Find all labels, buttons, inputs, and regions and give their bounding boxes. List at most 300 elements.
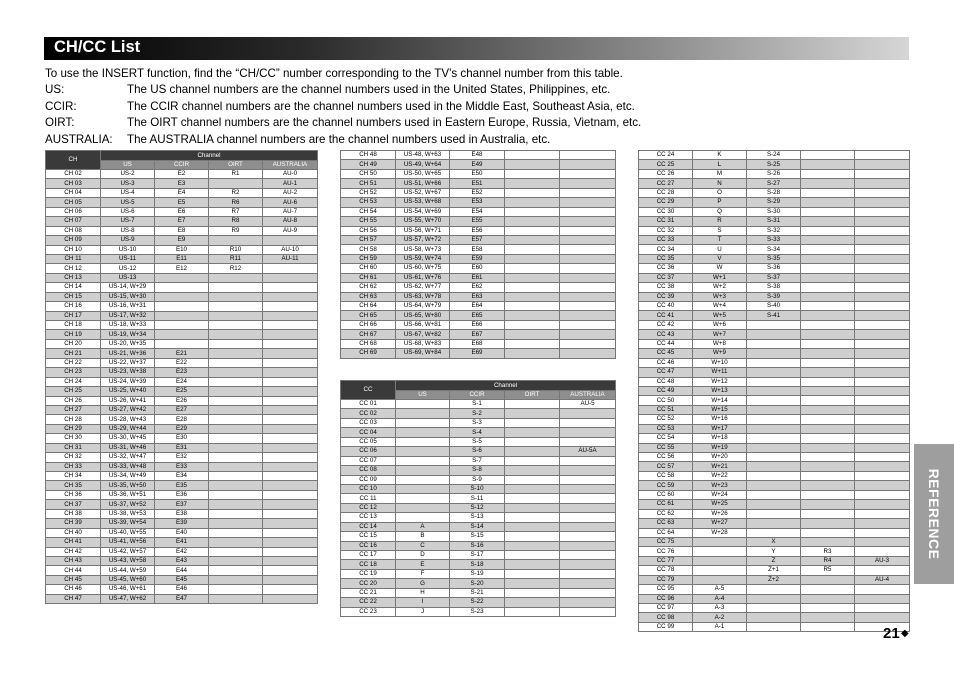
table-cell: CH 03: [46, 179, 101, 188]
table-cell: R2: [209, 188, 263, 197]
table-cell: [747, 490, 801, 499]
table-cell: [505, 598, 560, 607]
table-cell: [560, 588, 616, 597]
table-cell: [855, 358, 910, 367]
table-cell: US-62, W+77: [396, 283, 450, 292]
table-cell: [505, 217, 560, 226]
table-row: [639, 604, 910, 613]
table-cell: CH 18: [46, 321, 101, 330]
table-cell: W+17: [693, 424, 747, 433]
table-row: [46, 226, 318, 235]
table-cell: [263, 538, 318, 547]
table-cell: CC 32: [639, 226, 693, 235]
table-cell: E8: [155, 226, 209, 235]
table-cell: W+5: [693, 311, 747, 320]
table-cell: W+28: [693, 528, 747, 537]
table-cell: W+23: [693, 481, 747, 490]
table-cell: E30: [155, 434, 209, 443]
table-cell: S-2: [450, 409, 505, 418]
table-cell: [801, 604, 855, 613]
table-cell: CH 27: [46, 405, 101, 414]
table-cell: [209, 179, 263, 188]
table-cell: [209, 556, 263, 565]
table-cell: S-5: [450, 437, 505, 446]
table-cell: [693, 537, 747, 546]
table-cell: W+27: [693, 519, 747, 528]
table-cell: [747, 613, 801, 622]
table-cell: [855, 217, 910, 226]
table-row: [639, 462, 910, 471]
table-row: [639, 547, 910, 556]
table-cell: CH 68: [341, 339, 396, 348]
table-row: [46, 415, 318, 424]
table-cell: [801, 160, 855, 169]
table-cell: CH 49: [341, 160, 396, 169]
table-cell: S-31: [747, 217, 801, 226]
table-cell: S-34: [747, 245, 801, 254]
table-cell: E45: [155, 575, 209, 584]
table-cell: [505, 522, 560, 531]
table-cell: E29: [155, 424, 209, 433]
table-cell: CC 31: [639, 217, 693, 226]
table-row: [639, 424, 910, 433]
table-cell: CH 38: [46, 509, 101, 518]
intro-text-0: To use the INSERT function, find the “CH/CC” number corresponding to the TV’s channel number from this table.: [45, 67, 623, 80]
table-cell: [560, 418, 616, 427]
table-row: [639, 151, 910, 160]
table-cell: [747, 320, 801, 329]
table-cell: [560, 254, 616, 263]
table-cell: E48: [450, 151, 505, 160]
table-cell: CC 15: [341, 532, 396, 541]
table-cell: US-22, W+37: [101, 358, 155, 367]
table-cell: S-37: [747, 273, 801, 282]
table-cell: [209, 538, 263, 547]
table-cell: CH 24: [46, 377, 101, 386]
table-cell: CH 43: [46, 556, 101, 565]
table-row: [341, 339, 616, 348]
table-row: [341, 428, 616, 437]
table-cell: [801, 339, 855, 348]
table-cell: [560, 283, 616, 292]
table-cell: W+24: [693, 490, 747, 499]
table-row: [639, 434, 910, 443]
table-cell: H: [396, 588, 450, 597]
table-cell: US-21, W+36: [101, 349, 155, 358]
table-cell: AU-5: [560, 400, 616, 409]
table-cell: W+22: [693, 471, 747, 480]
table-cell: E43: [155, 556, 209, 565]
table-cell: [693, 575, 747, 584]
table-cell: [855, 490, 910, 499]
table-cell: [855, 509, 910, 518]
table-cell: S-35: [747, 254, 801, 263]
table-cell: R: [693, 217, 747, 226]
table-cell: [855, 434, 910, 443]
table-cell: [855, 368, 910, 377]
table-row: [639, 537, 910, 546]
table-row: [639, 377, 910, 386]
table-cell: CH 33: [46, 462, 101, 471]
table-cell: E46: [155, 585, 209, 594]
table-cell: US-40, W+55: [101, 528, 155, 537]
table-cell: E62: [450, 283, 505, 292]
table-cell: [263, 509, 318, 518]
table-cell: CC 53: [639, 424, 693, 433]
table-cell: CC 49: [639, 386, 693, 395]
table-cell: [209, 443, 263, 452]
table-cell: CH 56: [341, 226, 396, 235]
table-cell: E2: [155, 170, 209, 179]
intro-line: [45, 132, 641, 148]
table-cell: [263, 462, 318, 471]
table-cell: US-15, W+30: [101, 292, 155, 301]
table-row: [46, 198, 318, 207]
page-arrow-icon: ◆: [901, 628, 909, 639]
table-cell: [747, 471, 801, 480]
table-cell: S-27: [747, 179, 801, 188]
table-cell: S-22: [450, 598, 505, 607]
table-cell: [747, 481, 801, 490]
table-cell: CC 13: [341, 513, 396, 522]
table-cell: [747, 330, 801, 339]
table-cell: S-25: [747, 160, 801, 169]
table-cell: [263, 547, 318, 556]
table-cell: [505, 513, 560, 522]
table-row: [639, 273, 910, 282]
table-cell: V: [693, 254, 747, 263]
table-cell: S-19: [450, 569, 505, 578]
table-cell: US-35, W+50: [101, 481, 155, 490]
table-cell: [505, 503, 560, 512]
table-cell: CH 61: [341, 273, 396, 282]
table-row: [341, 254, 616, 263]
table-row: [341, 330, 616, 339]
table-row: [639, 207, 910, 216]
table-cell: US-23, W+38: [101, 368, 155, 377]
table-row: [341, 292, 616, 301]
table-cell: [505, 330, 560, 339]
table-cell: R9: [209, 226, 263, 235]
table-cell: E47: [155, 594, 209, 603]
table-cell: S-13: [450, 513, 505, 522]
table-cell: [396, 484, 450, 493]
table-cell: CC 25: [639, 160, 693, 169]
table-row: [341, 264, 616, 273]
table-cell: [505, 400, 560, 409]
table-cell: US-43, W+58: [101, 556, 155, 565]
table-cell: AU-3: [855, 556, 910, 565]
table-row: [639, 594, 910, 603]
table-row: [639, 254, 910, 263]
table-row: [639, 386, 910, 395]
table-row: [639, 471, 910, 480]
table-cell: E50: [450, 169, 505, 178]
table-cell: CC 44: [639, 339, 693, 348]
table-row: [341, 447, 616, 456]
table-cell: [747, 386, 801, 395]
table-cell: [747, 453, 801, 462]
table-row: [639, 453, 910, 462]
table-row: [639, 556, 910, 565]
table-cell: E41: [155, 538, 209, 547]
table-cell: [505, 273, 560, 282]
table-row: [639, 339, 910, 348]
table-row: [639, 226, 910, 235]
table-cell: E23: [155, 368, 209, 377]
table-cell: [505, 254, 560, 263]
table-row: [341, 513, 616, 522]
table-cell: [396, 418, 450, 427]
table-cell: [560, 484, 616, 493]
table-cell: CH 36: [46, 490, 101, 499]
table-row: [341, 179, 616, 188]
table-row: [341, 409, 616, 418]
table-cell: US-52, W+67: [396, 188, 450, 197]
table-row: [46, 490, 318, 499]
table-row: [341, 560, 616, 569]
table-cell: [263, 321, 318, 330]
table-cell: [263, 453, 318, 462]
table-cell: E40: [155, 528, 209, 537]
table-cell: E10: [155, 245, 209, 254]
intro-label-us: US:: [45, 83, 65, 97]
table-cell: W+11: [693, 368, 747, 377]
table-cell: CC 60: [639, 490, 693, 499]
table-cell: W+3: [693, 292, 747, 301]
table-cell: [855, 585, 910, 594]
table-cell: [747, 396, 801, 405]
table-cell: US-31, W+46: [101, 443, 155, 452]
table-cell: [263, 594, 318, 603]
table-cell: [801, 537, 855, 546]
table-cell: E33: [155, 462, 209, 471]
table-cell: [855, 405, 910, 414]
table-cell: [209, 236, 263, 245]
table-cell: E60: [450, 264, 505, 273]
table-cell: [560, 339, 616, 348]
table-cell: E6: [155, 207, 209, 216]
table-cell: [263, 330, 318, 339]
table-cell: US-17, W+32: [101, 311, 155, 320]
table-cell: E4: [155, 188, 209, 197]
table-cell: [560, 560, 616, 569]
table-cell: CH 28: [46, 415, 101, 424]
table-cell: E: [396, 560, 450, 569]
table-cell: [855, 330, 910, 339]
table-cell: [801, 500, 855, 509]
table-cell: CH 20: [46, 339, 101, 348]
table-cell: [801, 179, 855, 188]
table-cell: US-25, W+40: [101, 387, 155, 396]
intro-line: [45, 99, 641, 115]
table-cell: US-59, W+74: [396, 254, 450, 263]
table-cell: E7: [155, 217, 209, 226]
table-cell: [505, 447, 560, 456]
table-cell: L: [693, 160, 747, 169]
table-cell: U: [693, 245, 747, 254]
table-cell: [855, 547, 910, 556]
table-row: [46, 217, 318, 226]
table-cell: [855, 302, 910, 311]
table-cell: CC 63: [639, 519, 693, 528]
table-cell: CH 04: [46, 188, 101, 197]
ch-header: CH: [46, 151, 101, 170]
table-cell: CH 42: [46, 547, 101, 556]
table-cell: [855, 481, 910, 490]
table-cell: S-3: [450, 418, 505, 427]
table-row: [46, 358, 318, 367]
table-cell: US-6: [101, 207, 155, 216]
table-cell: W+2: [693, 283, 747, 292]
table-cell: CH 46: [46, 585, 101, 594]
table-row: [341, 466, 616, 475]
table-cell: W+21: [693, 462, 747, 471]
table-row: [341, 484, 616, 493]
table-cell: US-53, W+68: [396, 198, 450, 207]
table-cell: S-4: [450, 428, 505, 437]
table-cell: P: [693, 198, 747, 207]
table-cell: [801, 207, 855, 216]
table-row: [639, 481, 910, 490]
channel-table-2: [340, 150, 616, 359]
table-cell: CC 59: [639, 481, 693, 490]
table-cell: D: [396, 551, 450, 560]
table-cell: [747, 604, 801, 613]
table-row: [341, 503, 616, 512]
table-row: [639, 566, 910, 575]
table-row: [639, 283, 910, 292]
table-row: [639, 396, 910, 405]
table-cell: CH 19: [46, 330, 101, 339]
table-cell: AU-2: [263, 188, 318, 197]
table-cell: [855, 245, 910, 254]
table-cell: [209, 358, 263, 367]
table-row: [341, 541, 616, 550]
table-cell: [855, 424, 910, 433]
table-cell: [505, 160, 560, 169]
table-row: [639, 368, 910, 377]
table-row: [639, 349, 910, 358]
table-row: [639, 443, 910, 452]
table-row: [639, 358, 910, 367]
table-cell: [263, 358, 318, 367]
table-cell: [209, 547, 263, 556]
table-cell: CH 58: [341, 245, 396, 254]
table-cell: [801, 349, 855, 358]
table-cell: US-10: [101, 245, 155, 254]
table-cell: CH 11: [46, 254, 101, 263]
table-cell: US-26, W+41: [101, 396, 155, 405]
table-cell: US-50, W+65: [396, 169, 450, 178]
table-row: [639, 235, 910, 244]
table-row: [639, 311, 910, 320]
table-cell: [209, 575, 263, 584]
table-cell: CH 16: [46, 302, 101, 311]
table-cell: [801, 405, 855, 414]
table-cell: [560, 179, 616, 188]
table-cell: E11: [155, 254, 209, 263]
table-cell: [505, 169, 560, 178]
table-cell: [505, 302, 560, 311]
table-cell: CC 17: [341, 551, 396, 560]
table-cell: [263, 490, 318, 499]
australia-header: AUSTRALIA: [263, 161, 318, 170]
table-row: [639, 622, 910, 631]
table-cell: US-64, W+79: [396, 302, 450, 311]
table-cell: W+14: [693, 396, 747, 405]
table-cell: [209, 509, 263, 518]
table-cell: [505, 541, 560, 550]
us-header: US: [396, 391, 450, 400]
table-cell: [855, 604, 910, 613]
table-cell: US-58, W+73: [396, 245, 450, 254]
table-cell: S-26: [747, 169, 801, 178]
table-cell: E69: [450, 349, 505, 358]
table-cell: [263, 443, 318, 452]
table-cell: [209, 490, 263, 499]
oirt-header: OIRT: [505, 391, 560, 400]
channel-header: Channel: [396, 381, 616, 391]
table-cell: CH 64: [341, 302, 396, 311]
table-row: [46, 566, 318, 575]
table-row: [46, 188, 318, 197]
table-cell: CC 52: [639, 415, 693, 424]
table-cell: [855, 349, 910, 358]
table-row: [341, 349, 616, 358]
table-row: [639, 302, 910, 311]
table-cell: R11: [209, 254, 263, 263]
table-cell: [560, 349, 616, 358]
table-cell: [560, 437, 616, 446]
table-row: [341, 302, 616, 311]
table-cell: [263, 396, 318, 405]
table-cell: X: [747, 537, 801, 546]
table-cell: US-54, W+69: [396, 207, 450, 216]
table-cell: [505, 311, 560, 320]
table-cell: [801, 386, 855, 395]
table-row: [46, 273, 318, 282]
table-row: [46, 254, 318, 263]
table-cell: [747, 519, 801, 528]
table-cell: [801, 198, 855, 207]
table-cell: [801, 594, 855, 603]
table-cell: CC 98: [639, 613, 693, 622]
table-cell: CC 34: [639, 245, 693, 254]
table-row: [46, 264, 318, 273]
table-cell: [801, 302, 855, 311]
table-cell: [801, 443, 855, 452]
table-row: [46, 170, 318, 179]
table-cell: [209, 481, 263, 490]
table-row: [639, 292, 910, 301]
table-cell: CH 55: [341, 217, 396, 226]
table-cell: [505, 569, 560, 578]
table-cell: [209, 292, 263, 301]
table-cell: US-9: [101, 236, 155, 245]
table-cell: [263, 500, 318, 509]
table-cell: A-4: [693, 594, 747, 603]
table-cell: [855, 235, 910, 244]
table-cell: [560, 522, 616, 531]
table-cell: W+20: [693, 453, 747, 462]
table-cell: [155, 339, 209, 348]
table-cell: E35: [155, 481, 209, 490]
table-cell: [263, 283, 318, 292]
table-cell: [560, 579, 616, 588]
table-cell: [560, 503, 616, 512]
table-cell: CH 60: [341, 264, 396, 273]
